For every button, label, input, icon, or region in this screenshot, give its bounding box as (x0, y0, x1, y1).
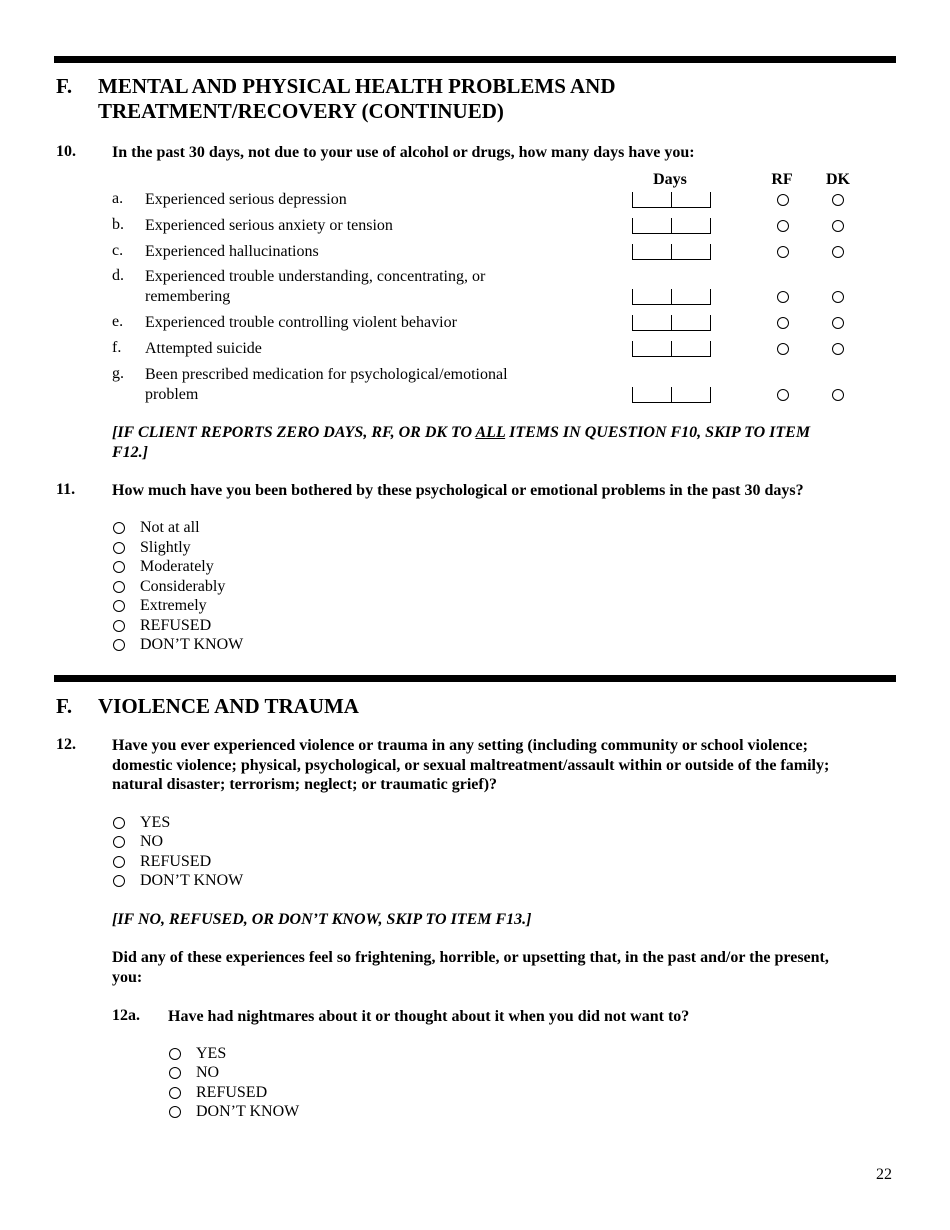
page-number: 22 (876, 1166, 892, 1183)
days-input[interactable] (632, 217, 711, 234)
dk-radio[interactable] (832, 343, 844, 355)
question-number-11: 11. (56, 481, 76, 498)
item-letter: d. (112, 267, 124, 284)
digit-separator (710, 192, 711, 208)
rf-radio[interactable] (777, 343, 789, 355)
item-text: Been prescribed medication for psychological/emotional problem (145, 366, 508, 403)
section-title: VIOLENCE AND TRAUMA (98, 694, 359, 718)
digit-separator (671, 289, 672, 305)
rf-radio[interactable] (777, 317, 789, 329)
digit-underline (672, 402, 710, 403)
question-text-12-line2: domestic violence; physical, psychological, or sexual maltreatment/assault within or outside of the family; (112, 756, 830, 774)
digit-underline (633, 402, 671, 403)
question-number-12: 12. (56, 736, 76, 753)
item-letter: a. (112, 190, 124, 207)
digit-underline (633, 330, 671, 331)
rf-radio[interactable] (777, 246, 789, 258)
digit-underline (672, 356, 710, 357)
skip-text-end: ITEMS IN QUESTION F10, SKIP TO ITEM (505, 424, 811, 441)
item-letter: c. (112, 242, 124, 259)
item-text: Experienced serious depression (145, 191, 347, 208)
digit-underline (672, 233, 710, 234)
digit-underline (633, 233, 671, 234)
item-text: Experienced hallucinations (145, 243, 319, 260)
digit-separator (710, 387, 711, 403)
option-label: Extremely (140, 597, 207, 614)
digit-separator (710, 244, 711, 260)
column-header-rf: RF (771, 171, 793, 188)
lead-in-line2: you: (112, 968, 143, 986)
section-title-line2: TREATMENT/RECOVERY (CONTINUED) (98, 99, 504, 123)
section-divider-top (54, 56, 896, 63)
digit-underline (672, 330, 710, 331)
days-input[interactable] (632, 191, 711, 208)
column-header-days: Days (653, 171, 687, 188)
skip-text-line2: F12.] (112, 444, 148, 461)
section-title (98, 74, 616, 124)
digit-underline (633, 207, 671, 208)
radio-button[interactable] (113, 542, 125, 554)
digit-underline (672, 207, 710, 208)
digit-separator (710, 218, 711, 234)
rf-radio[interactable] (777, 291, 789, 303)
skip-text-all: ALL (475, 424, 506, 441)
digit-separator (710, 289, 711, 305)
question-number-10: 10. (56, 143, 76, 160)
digit-separator (632, 315, 633, 331)
days-input[interactable] (632, 288, 711, 305)
item-text: Experienced trouble controlling violent behavior (145, 314, 457, 331)
option-label: Considerably (140, 578, 226, 595)
item-letter: b. (112, 216, 124, 233)
digit-separator (632, 218, 633, 234)
digit-separator (671, 192, 672, 208)
radio-button[interactable] (113, 639, 125, 651)
digit-separator (671, 218, 672, 234)
skip-instruction-f10 (112, 423, 892, 463)
digit-underline (672, 304, 710, 305)
option-label: Not at all (140, 519, 200, 536)
question-text-12 (112, 736, 902, 795)
question-12-lead-in (112, 948, 902, 987)
dk-radio[interactable] (832, 220, 844, 232)
skip-instruction-f12: [IF NO, REFUSED, OR DON’T KNOW, SKIP TO ITEM F13.] (112, 911, 532, 928)
digit-underline (633, 356, 671, 357)
option-label: DON’T KNOW (196, 1103, 300, 1120)
option-label: DON’T KNOW (140, 872, 244, 889)
days-input[interactable] (632, 314, 711, 331)
dk-radio[interactable] (832, 389, 844, 401)
radio-button[interactable] (113, 817, 125, 829)
radio-button[interactable] (113, 561, 125, 573)
digit-separator (632, 341, 633, 357)
radio-button[interactable] (113, 620, 125, 632)
digit-separator (632, 289, 633, 305)
skip-text-start: [IF CLIENT REPORTS ZERO DAYS, RF, OR DK TO (112, 424, 476, 441)
item-text: Experienced serious anxiety or tension (145, 217, 393, 234)
option-label: YES (140, 814, 171, 831)
lead-in-line1: Did any of these experiences feel so frightening, horrible, or upsetting that, in the past and/or the present, (112, 949, 829, 966)
option-label: YES (196, 1045, 227, 1062)
radio-button[interactable] (169, 1067, 181, 1079)
option-label: NO (140, 833, 164, 850)
radio-button[interactable] (113, 836, 125, 848)
days-input[interactable] (632, 243, 711, 260)
question-text-12-line3: natural disaster; terrorism; neglect; or traumatic grief)? (112, 776, 498, 793)
digit-underline (633, 304, 671, 305)
item-letter: e. (112, 313, 124, 330)
digit-separator (671, 315, 672, 331)
days-input[interactable] (632, 386, 711, 403)
option-label: REFUSED (140, 853, 212, 870)
option-label: NO (196, 1064, 220, 1081)
question-text-12a: Have had nightmares about it or thought about it when you did not want to? (168, 1008, 690, 1025)
digit-separator (632, 387, 633, 403)
item-letter: g. (112, 365, 124, 382)
dk-radio[interactable] (832, 194, 844, 206)
question-text-11: How much have you been bothered by these psychological or emotional problems in the past 30 days? (112, 482, 804, 499)
option-label: Moderately (140, 558, 214, 575)
radio-button[interactable] (169, 1087, 181, 1099)
days-input[interactable] (632, 340, 711, 357)
digit-separator (632, 244, 633, 260)
question-text-12-line1: Have you ever experienced violence or trauma in any setting (including community or school violence; (112, 737, 808, 754)
column-header-dk: DK (826, 171, 850, 188)
section-letter: F. (56, 694, 73, 718)
section-title-line1: MENTAL AND PHYSICAL HEALTH PROBLEMS AND (98, 74, 616, 98)
digit-separator (671, 244, 672, 260)
digit-underline (633, 259, 671, 260)
section-divider-middle (54, 675, 896, 682)
radio-button[interactable] (113, 875, 125, 887)
option-label: DON’T KNOW (140, 636, 244, 653)
digit-separator (710, 341, 711, 357)
item-letter: f. (112, 339, 122, 356)
dk-radio[interactable] (832, 291, 844, 303)
item-text: Experienced trouble understanding, concentrating, or remembering (145, 268, 486, 305)
rf-radio[interactable] (777, 220, 789, 232)
digit-separator (671, 341, 672, 357)
rf-radio[interactable] (777, 389, 789, 401)
radio-button[interactable] (169, 1048, 181, 1060)
dk-radio[interactable] (832, 317, 844, 329)
radio-button[interactable] (113, 581, 125, 593)
rf-radio[interactable] (777, 194, 789, 206)
digit-separator (632, 192, 633, 208)
dk-radio[interactable] (832, 246, 844, 258)
radio-button[interactable] (169, 1106, 181, 1118)
option-label: REFUSED (140, 617, 212, 634)
option-label: Slightly (140, 539, 191, 556)
option-label: REFUSED (196, 1084, 268, 1101)
item-text: Attempted suicide (145, 340, 262, 357)
digit-underline (672, 259, 710, 260)
digit-separator (671, 387, 672, 403)
question-text-10: In the past 30 days, not due to your use of alcohol or drugs, how many days have you: (112, 144, 695, 161)
question-number-12a: 12a. (112, 1007, 140, 1024)
radio-button[interactable] (113, 856, 125, 868)
digit-separator (710, 315, 711, 331)
section-letter: F. (56, 74, 73, 98)
radio-button[interactable] (113, 600, 125, 612)
radio-button[interactable] (113, 522, 125, 534)
